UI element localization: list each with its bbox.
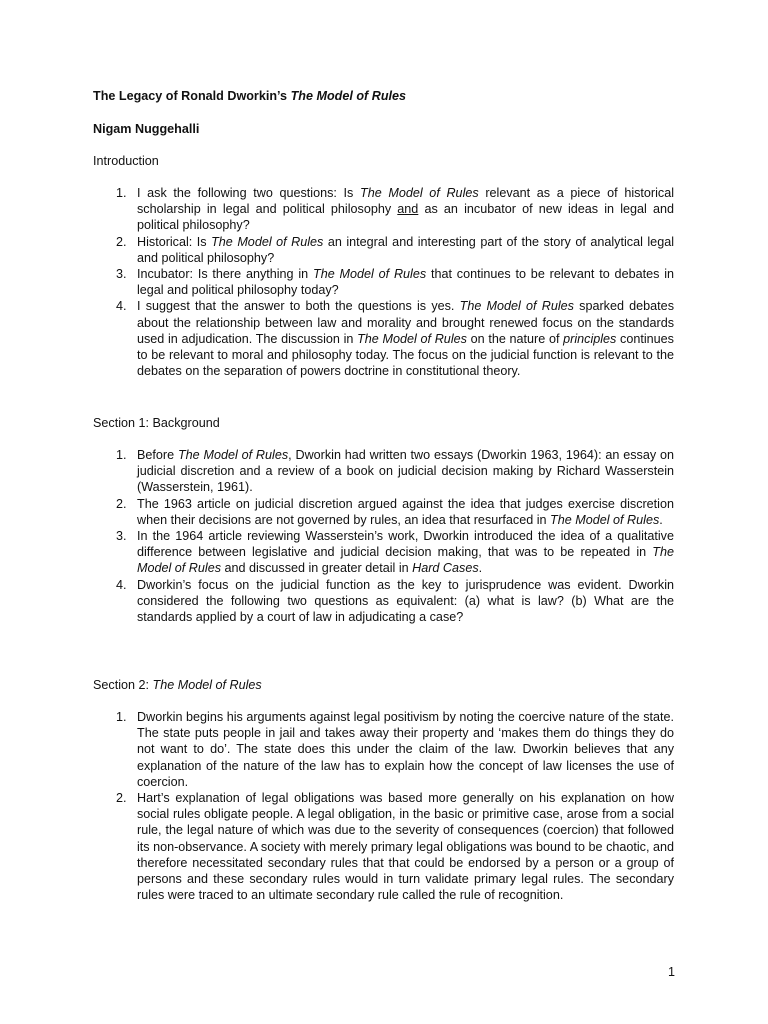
list-item: 3. Incubator: Is there anything in The Model of Rules that continues to be relevant to debates in legal and political philosophy today? — [116, 267, 674, 298]
list-item: 3. In the 1964 article reviewing Wasserstein’s work, Dworkin introduced the idea of a qualitative difference between legislative and judicial decision making, that was to be repeated in The Model of Rules and discussed in greater detail in Hard Cases. — [116, 529, 674, 576]
section2-heading: Section 2: The Model of Rules — [93, 678, 262, 692]
list-item: 4. I suggest that the answer to both the questions is yes. The Model of Rules sparked debates about the relationship between law and morality and brought renewed focus on the standards used in adjudication. The discussion in The Model of Rules on the nature of principles continues to be relevant to moral and philosophy today. The focus on the judicial function is relevant to the debates on the separation of powers doctrine in constitutional theory. — [116, 299, 674, 379]
list-item: 2. The 1963 article on judicial discretion argued against the idea that judges exercise discretion when their decisions are not governed by rules, an idea that resurfaced in The Model of Rules. — [116, 496, 674, 527]
list-item: 4. Dworkin’s focus on the judicial function as the key to jurisprudence was evident. Dworkin considered the following two questions as equivalent: (a) what is law? (b) What are the standards applied by a court of law in adjudicating a case? — [116, 577, 674, 625]
list-item: 1. Dworkin begins his arguments against legal positivism by noting the coercive nature of the state. The state puts people in jail and takes away their property and ‘makes them do things they do not want to do’. The state does this under the claim of the law. Dworkin believes that any explanation of the nature of the law has to explain how the concept of law licenses the use of coercion. — [116, 710, 674, 789]
document-title: The Legacy of Ronald Dworkin’s The Model of Rules — [93, 89, 407, 103]
section1-list — [93, 447, 674, 625]
section2-list — [93, 709, 674, 903]
author-name: Nigam Nuggehalli — [93, 122, 200, 136]
list-item: 2. Hart’s explanation of legal obligations was based more generally on his explanation on how social rules obligate people. A legal obligation, in the basic or primitive case, arose from a social rule, the legal nature of which was due to the severity of consequences (coercion) that followed its non-observance. A society with merely primary legal obligations was bound to be chaotic, and therefore necessitated secondary rules that that could be endorsed by a person or a group of persons and these secondary rules would in turn validate primary legal rules. The secondary rules were traced to an ultimate secondary rule called the rule of recognition. — [116, 791, 674, 903]
list-item: 1. Before The Model of Rules, Dworkin had written two essays (Dworkin 1963, 1964): an essay on judicial discretion and a review of a book on judicial decision making by Richard Wasserstein (Wasserstein, 1961). — [116, 448, 674, 495]
list-item: 1. I ask the following two questions: Is The Model of Rules relevant as a piece of historical scholarship in legal and political philosophy and as an incubator of new ideas in legal and political philosophy? — [116, 186, 675, 233]
section1-heading: Section 1: Background — [93, 416, 220, 430]
page-number: 1 — [667, 965, 675, 979]
list-item: 2. Historical: Is The Model of Rules an integral and interesting part of the story of analytical legal and political philosophy? — [116, 234, 674, 265]
introduction-heading: Introduction — [93, 154, 159, 168]
introduction-list — [93, 185, 674, 379]
